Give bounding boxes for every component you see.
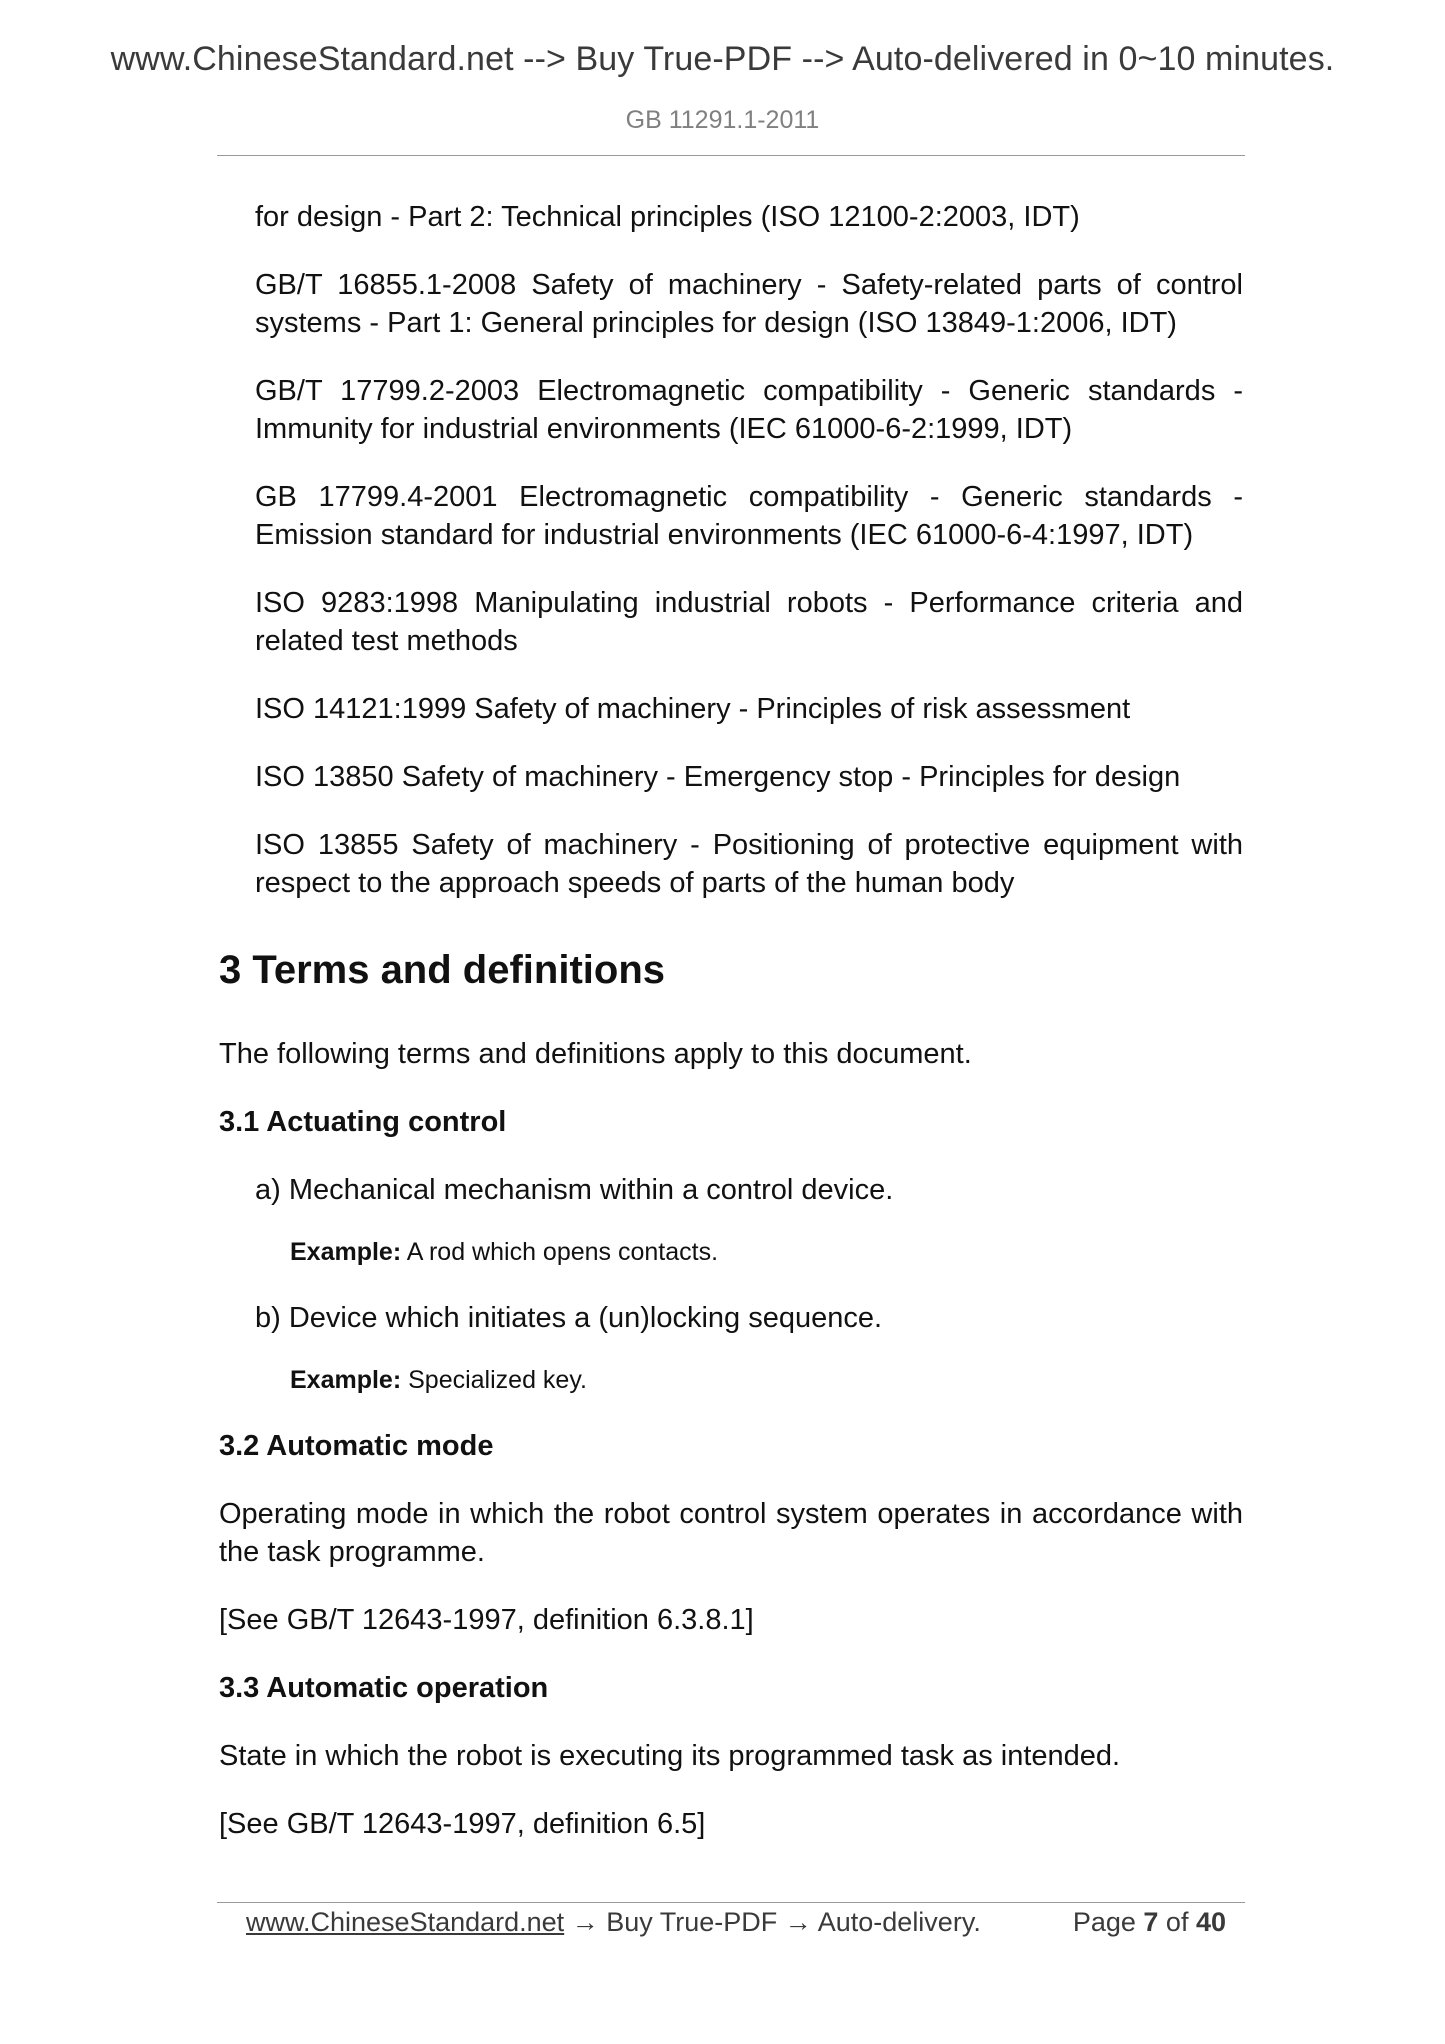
example-label: Example:	[290, 1366, 402, 1394]
term-definition: State in which the robot is executing its programmed task as intended.	[219, 1740, 1121, 1772]
footer	[246, 1907, 1226, 1938]
page-current: 7	[1143, 1907, 1159, 1937]
reference-item: GB 17799.4-2001 Electromagnetic compatibility - Generic standards - Emission standard for industrial environments (IEC 61000-6-4:1997, IDT)	[255, 481, 1243, 551]
page-of: of	[1158, 1907, 1196, 1937]
reference-item: ISO 9283:1998 Manipulating industrial robots - Performance criteria and related test methods	[255, 587, 1243, 657]
section-heading: 3 Terms and definitions	[219, 948, 665, 992]
page-label: Page	[1072, 1907, 1144, 1937]
term-reference: [See GB/T 12643-1997, definition 6.5]	[219, 1808, 706, 1840]
example-note	[290, 1235, 1243, 1269]
page-number	[1073, 1907, 1226, 1938]
footer-divider	[217, 1902, 1245, 1903]
page-content	[219, 198, 1243, 1873]
footer-link[interactable]: www.ChineseStandard.net	[246, 1907, 565, 1937]
header-banner: www.ChineseStandard.net --> Buy True-PDF --> Auto-delivered in 0~10 minutes.	[110, 40, 1335, 78]
reference-item: for design - Part 2: Technical principles (ISO 12100-2:2003, IDT)	[255, 201, 1080, 233]
term-definition: Operating mode in which the robot control system operates in accordance with the task programme.	[219, 1498, 1243, 1568]
example-note	[290, 1363, 1243, 1397]
header-divider	[217, 155, 1245, 156]
reference-item: GB/T 17799.2-2003 Electromagnetic compatibility - Generic standards - Immunity for industrial environments (IEC 61000-6-2:1999, IDT)	[255, 375, 1243, 445]
term-heading-3-3: 3.3 Automatic operation	[219, 1672, 549, 1704]
reference-item: GB/T 16855.1-2008 Safety of machinery - Safety-related parts of control systems - Part 1: General principles for design (ISO 13849-1:2006, IDT)	[255, 269, 1243, 339]
term-item-b: b) Device which initiates a (un)locking sequence.	[255, 1302, 883, 1334]
example-text: Specialized key.	[401, 1366, 587, 1394]
term-reference: [See GB/T 12643-1997, definition 6.3.8.1]	[219, 1604, 754, 1636]
term-item-a: a) Mechanical mechanism within a control device.	[255, 1174, 894, 1206]
reference-item: ISO 14121:1999 Safety of machinery - Principles of risk assessment	[255, 693, 1131, 725]
reference-item: ISO 13855 Safety of machinery - Positioning of protective equipment with respect to the approach speeds of parts of the human body	[255, 829, 1243, 899]
term-heading-3-1: 3.1 Actuating control	[219, 1106, 507, 1138]
reference-item: ISO 13850 Safety of machinery - Emergency stop - Principles for design	[255, 761, 1181, 793]
example-label: Example:	[290, 1238, 402, 1266]
section-intro: The following terms and definitions apply to this document.	[219, 1038, 972, 1070]
footer-text: → Buy True-PDF → Auto-delivery.	[564, 1907, 981, 1937]
term-heading-3-2: 3.2 Automatic mode	[219, 1430, 494, 1462]
page-total: 40	[1195, 1907, 1226, 1937]
example-text: A rod which opens contacts.	[401, 1238, 719, 1266]
document-id: GB 11291.1-2011	[625, 106, 820, 134]
